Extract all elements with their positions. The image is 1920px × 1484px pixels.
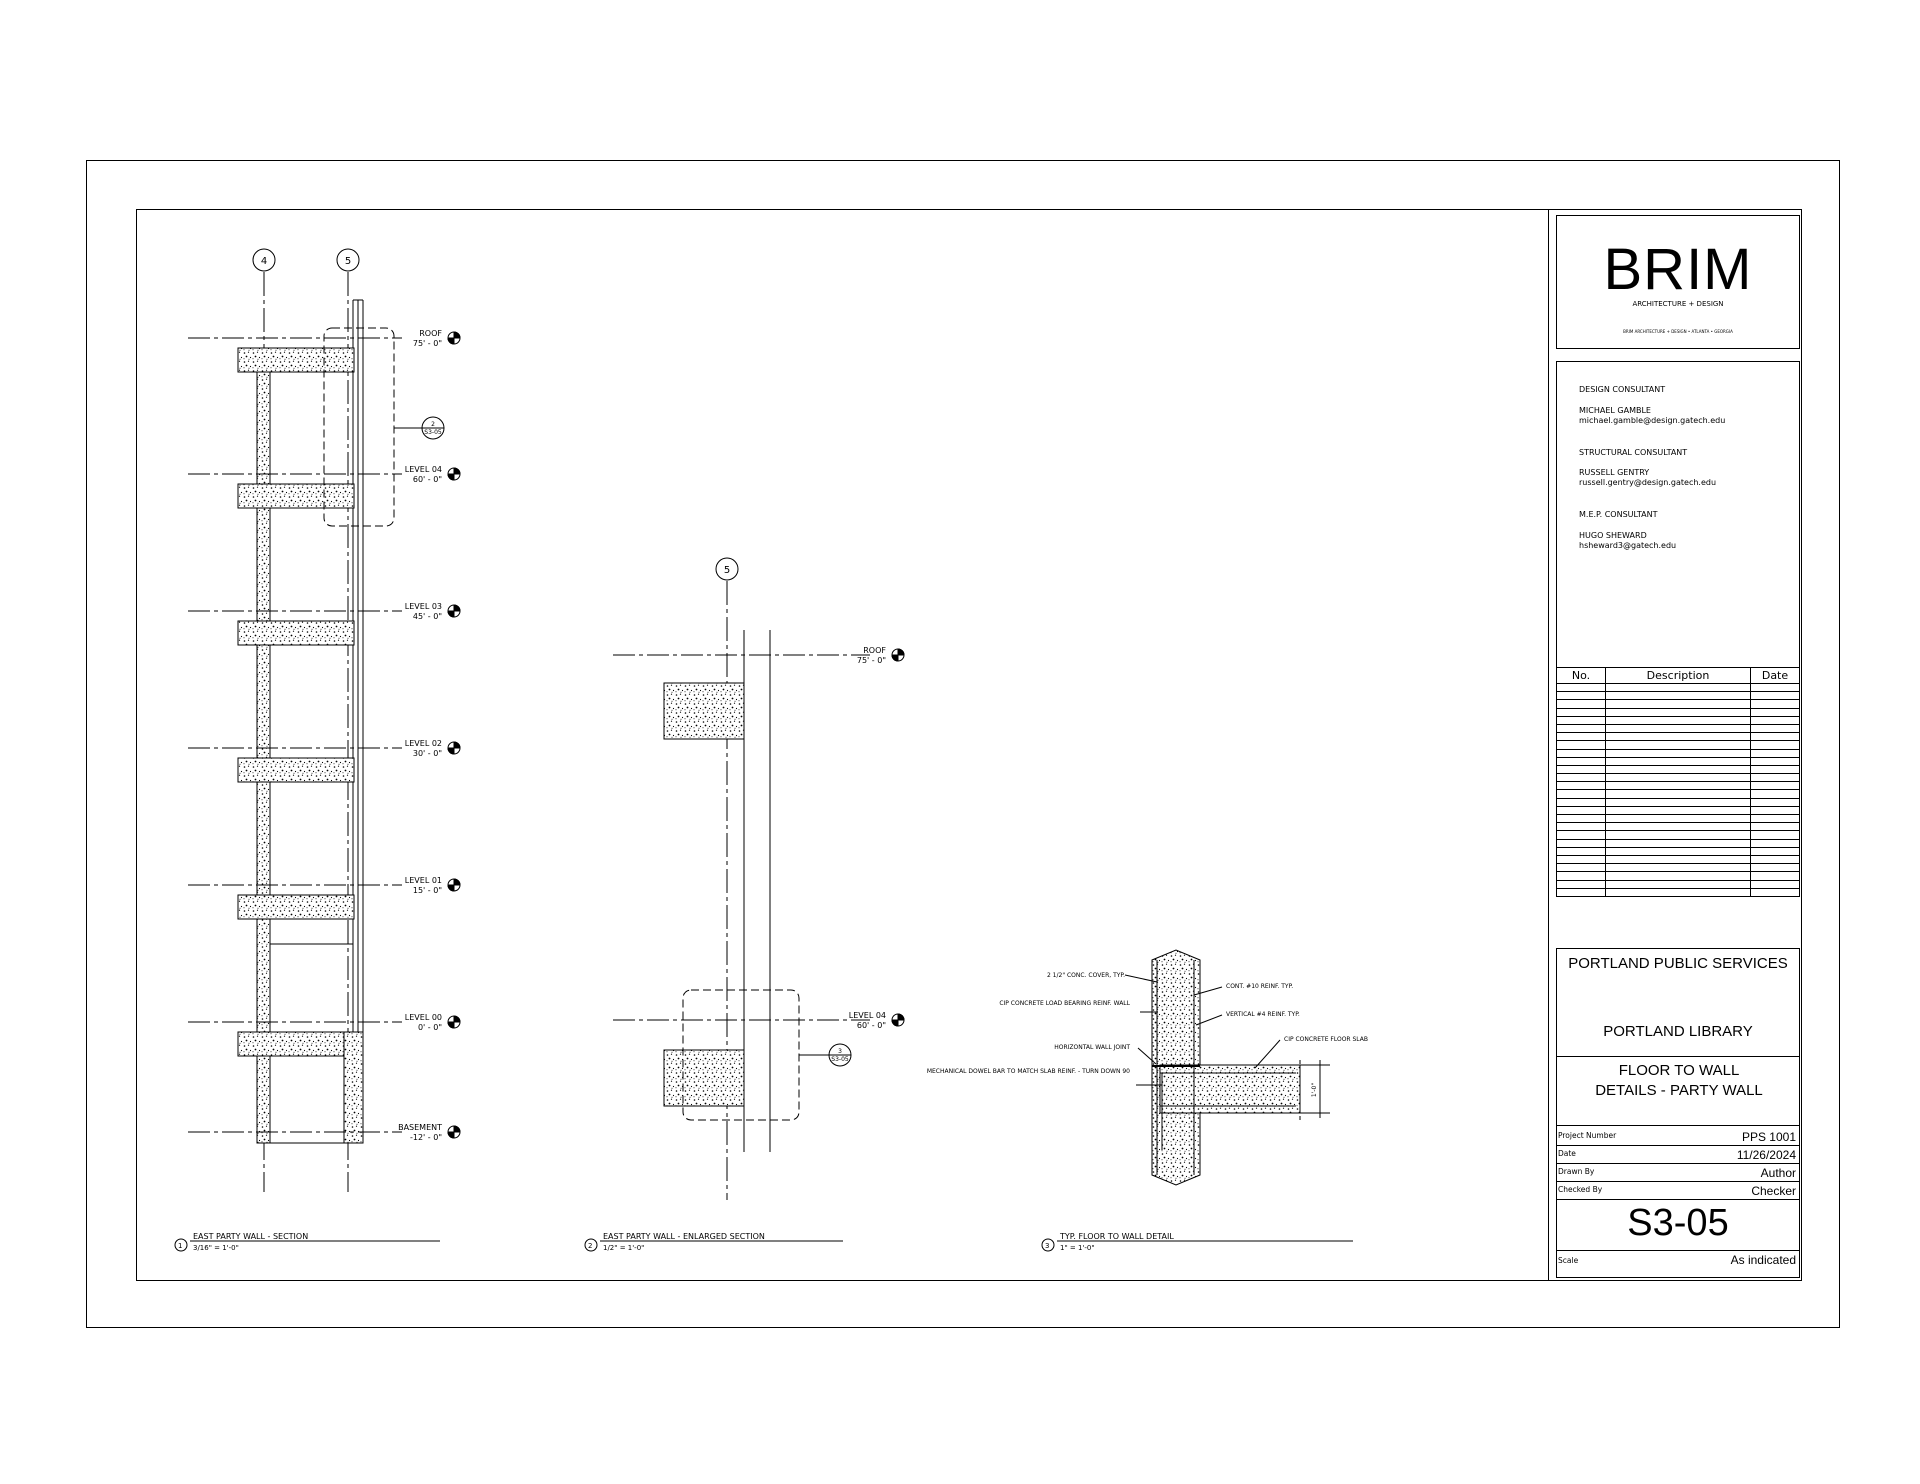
detail-dimension: 1'-0" — [1311, 1082, 1318, 1098]
level-name: ROOF — [863, 646, 886, 655]
level-name: LEVEL 04 — [404, 465, 442, 474]
field-label: Project Number — [1558, 1131, 1617, 1140]
revision-cell — [1557, 757, 1606, 765]
level-elev: 30' - 0" — [412, 749, 442, 758]
consultant-email: russell.gentry@design.gatech.edu — [1579, 478, 1717, 487]
scale-value: As indicated — [1730, 1253, 1796, 1267]
revision-row — [1557, 880, 1800, 888]
revision-cell — [1751, 733, 1800, 741]
level-02-slab — [238, 758, 354, 782]
revision-row — [1557, 684, 1800, 692]
firm-logo-box — [1556, 215, 1800, 349]
revision-cell — [1606, 724, 1751, 732]
revision-cell — [1557, 716, 1606, 724]
revision-cell — [1557, 880, 1606, 888]
callout-sheet: S3-05 — [831, 1056, 849, 1063]
revision-cell — [1606, 774, 1751, 782]
info-row-project-number — [1556, 1128, 1800, 1146]
firm-tagline: ARCHITECTURE + DESIGN — [1632, 300, 1724, 308]
revision-cell — [1751, 749, 1800, 757]
revision-cell — [1751, 757, 1800, 765]
revision-cell — [1606, 765, 1751, 773]
revision-cell — [1751, 864, 1800, 872]
revision-row — [1557, 765, 1800, 773]
revision-cell — [1751, 888, 1800, 896]
revision-cell — [1751, 831, 1800, 839]
level-elev: -12' - 0" — [409, 1133, 442, 1142]
detail-note: CONT. #10 REINF. TYP. — [1226, 983, 1294, 990]
grid-label-5-enlarged: 5 — [723, 565, 731, 576]
level-name: BASEMENT — [398, 1123, 442, 1132]
consultant-name: RUSSELL GENTRY — [1579, 468, 1650, 477]
revision-row — [1557, 847, 1800, 855]
revision-cell — [1606, 847, 1751, 855]
revision-cell — [1751, 790, 1800, 798]
consultants-box — [1556, 361, 1800, 667]
field-label: Checked By — [1558, 1185, 1603, 1194]
revision-cell — [1751, 798, 1800, 806]
revision-cell — [1606, 684, 1751, 692]
rev-header-no: No. — [1557, 668, 1606, 684]
level-01-slab — [238, 895, 354, 919]
revision-cell — [1751, 700, 1800, 708]
revision-row — [1557, 716, 1800, 724]
revision-cell — [1606, 864, 1751, 872]
level-elev: 60' - 0" — [412, 475, 442, 484]
revision-cell — [1557, 790, 1606, 798]
callout-sheet: S3-05 — [424, 429, 442, 436]
revision-row — [1557, 700, 1800, 708]
view-1-title: EAST PARTY WALL - SECTION — [193, 1232, 309, 1241]
revision-cell — [1751, 847, 1800, 855]
revision-cell — [1557, 774, 1606, 782]
view-2-title: EAST PARTY WALL - ENLARGED SECTION — [603, 1232, 765, 1241]
revision-cell — [1751, 684, 1800, 692]
revision-cell — [1557, 733, 1606, 741]
revision-cell — [1606, 757, 1751, 765]
level-heads-view-1 — [448, 332, 460, 1138]
client-name: PORTLAND PUBLIC SERVICES — [1568, 955, 1788, 972]
revision-row — [1557, 839, 1800, 847]
revision-cell — [1606, 749, 1751, 757]
level-elev: 0' - 0" — [417, 1023, 442, 1032]
revision-cell — [1751, 692, 1800, 700]
revision-row — [1557, 741, 1800, 749]
revision-cell — [1606, 782, 1751, 790]
revision-cell — [1606, 888, 1751, 896]
field-label: Date — [1558, 1149, 1576, 1158]
field-value: Checker — [1751, 1184, 1796, 1198]
grid-label-4: 4 — [260, 256, 268, 267]
revision-cell — [1606, 716, 1751, 724]
party-wall — [257, 348, 270, 1143]
level-name: LEVEL 04 — [848, 1011, 886, 1020]
revision-cell — [1606, 815, 1751, 823]
view-1-number: 1 — [178, 1242, 183, 1250]
revision-cell — [1606, 823, 1751, 831]
revision-row — [1557, 782, 1800, 790]
revision-row — [1557, 831, 1800, 839]
revision-cell — [1557, 806, 1606, 814]
revision-cell — [1751, 823, 1800, 831]
sheet-title: FLOOR TO WALL DETAILS - PARTY WALL — [1595, 1062, 1763, 1099]
revision-cell — [1751, 765, 1800, 773]
revision-cell — [1557, 765, 1606, 773]
revision-cell — [1557, 855, 1606, 863]
revision-row — [1557, 708, 1800, 716]
revision-cell — [1557, 708, 1606, 716]
level-elev: 45' - 0" — [412, 612, 442, 621]
revision-cell — [1557, 782, 1606, 790]
revision-cell — [1606, 855, 1751, 863]
consultant-role: STRUCTURAL CONSULTANT — [1579, 448, 1688, 457]
consultant-role: DESIGN CONSULTANT — [1579, 385, 1666, 394]
revision-cell — [1557, 724, 1606, 732]
revision-cell — [1751, 708, 1800, 716]
revision-row — [1557, 774, 1800, 782]
revision-cell — [1606, 806, 1751, 814]
revision-cell — [1751, 815, 1800, 823]
revision-row — [1557, 888, 1800, 896]
revision-table — [1556, 667, 1800, 897]
level-03-slab — [238, 621, 354, 645]
field-value: Author — [1760, 1166, 1796, 1180]
level-elev: 15' - 0" — [412, 886, 442, 895]
revision-cell — [1751, 806, 1800, 814]
callout-number: 3 — [838, 1048, 842, 1055]
revision-row — [1557, 790, 1800, 798]
revision-row — [1557, 806, 1800, 814]
revision-cell — [1557, 700, 1606, 708]
consultant-role: M.E.P. CONSULTANT — [1579, 510, 1658, 519]
project-name: PORTLAND LIBRARY — [1603, 1023, 1753, 1040]
revision-cell — [1751, 855, 1800, 863]
revision-cell — [1557, 741, 1606, 749]
detail-note: VERTICAL #4 REINF. TYP. — [1226, 1011, 1300, 1018]
revision-row — [1557, 733, 1800, 741]
view-1-section — [188, 249, 444, 1192]
level-name: LEVEL 03 — [404, 602, 442, 611]
revision-cell — [1557, 823, 1606, 831]
revision-cell — [1606, 880, 1751, 888]
scale-label: Scale — [1558, 1256, 1579, 1265]
revision-row — [1557, 864, 1800, 872]
revision-row — [1557, 749, 1800, 757]
grid-label-5: 5 — [344, 256, 352, 267]
view-3-scale: 1" = 1'-0" — [1060, 1244, 1095, 1252]
consultant-name: HUGO SHEWARD — [1579, 531, 1647, 540]
revision-cell — [1557, 847, 1606, 855]
revision-cell — [1557, 864, 1606, 872]
field-label: Drawn By — [1558, 1167, 1595, 1176]
revision-cell — [1606, 798, 1751, 806]
revision-cell — [1751, 782, 1800, 790]
revision-cell — [1557, 888, 1606, 896]
level-name: LEVEL 00 — [404, 1013, 442, 1022]
detail-note: HORIZONTAL WALL JOINT — [1054, 1044, 1130, 1051]
revision-cell — [1606, 839, 1751, 847]
revision-cell — [1606, 831, 1751, 839]
roof-slab-enlarged — [664, 683, 744, 739]
firm-name: BRIM — [1603, 237, 1753, 302]
revision-row — [1557, 815, 1800, 823]
revision-row — [1557, 872, 1800, 880]
revision-cell — [1751, 872, 1800, 880]
view-2-number: 2 — [588, 1242, 593, 1250]
consultant-email: michael.gamble@design.gatech.edu — [1579, 416, 1726, 425]
field-value: 11/26/2024 — [1736, 1148, 1796, 1162]
info-row-drawn-by — [1556, 1164, 1800, 1182]
revision-cell — [1606, 872, 1751, 880]
revision-row — [1557, 757, 1800, 765]
revision-cell — [1557, 872, 1606, 880]
revision-cell — [1557, 798, 1606, 806]
revision-cell — [1557, 831, 1606, 839]
detail-note: CIP CONCRETE FLOOR SLAB — [1284, 1036, 1369, 1043]
detail-note: 2 1/2" CONC. COVER, TYP. — [1046, 972, 1125, 979]
detail-note: CIP CONCRETE LOAD BEARING REINF. WALL — [999, 1000, 1130, 1007]
consultant-email: hsheward3@gatech.edu — [1579, 541, 1677, 550]
info-row-date — [1556, 1146, 1800, 1164]
level-elev: 60' - 0" — [856, 1021, 886, 1030]
roof-slab — [238, 348, 354, 372]
revision-row — [1557, 798, 1800, 806]
field-value: PPS 1001 — [1741, 1130, 1796, 1144]
revision-cell — [1557, 692, 1606, 700]
revision-cell — [1557, 684, 1606, 692]
revision-row — [1557, 724, 1800, 732]
level-elev: 75' - 0" — [412, 339, 442, 348]
revision-cell — [1751, 839, 1800, 847]
revision-cell — [1606, 741, 1751, 749]
revision-cell — [1606, 700, 1751, 708]
level-elev: 75' - 0" — [856, 656, 886, 665]
revision-cell — [1751, 741, 1800, 749]
revision-cell — [1751, 724, 1800, 732]
detail-note: MECHANICAL DOWEL BAR TO MATCH SLAB REINF. - TURN DOWN 90 — [926, 1068, 1130, 1075]
view-2-enlarged-section — [613, 558, 870, 1200]
revision-cell — [1557, 839, 1606, 847]
revision-cell — [1606, 790, 1751, 798]
revision-cell — [1606, 692, 1751, 700]
callout-number: 2 — [431, 421, 435, 428]
revision-cell — [1751, 716, 1800, 724]
view-2-scale: 1/2" = 1'-0" — [603, 1244, 645, 1252]
level-00-slab — [238, 1032, 354, 1056]
firm-address: BRIM ARCHITECTURE + DESIGN • ATLANTA • GEORGIA — [1623, 329, 1733, 334]
level-04-slab — [238, 484, 354, 508]
consultant-name: MICHAEL GAMBLE — [1579, 406, 1651, 415]
view-3-number: 3 — [1045, 1242, 1050, 1250]
rev-header-description: Description — [1606, 668, 1751, 684]
revision-row — [1557, 692, 1800, 700]
rev-header-date: Date — [1751, 668, 1800, 684]
level-name: LEVEL 01 — [404, 876, 442, 885]
level-04-slab-enlarged — [664, 1050, 744, 1106]
revision-cell — [1557, 815, 1606, 823]
revision-cell — [1751, 774, 1800, 782]
level-name: ROOF — [419, 329, 442, 338]
view-3-title: TYP. FLOOR TO WALL DETAIL — [1060, 1232, 1174, 1241]
sheet-number: S3-05 — [1627, 1202, 1729, 1244]
revision-row — [1557, 855, 1800, 863]
view-1-scale: 3/16" = 1'-0" — [193, 1244, 239, 1252]
revision-row — [1557, 823, 1800, 831]
info-row-checked-by — [1556, 1182, 1800, 1200]
revision-cell — [1606, 708, 1751, 716]
revision-cell — [1751, 880, 1800, 888]
revision-cell — [1557, 749, 1606, 757]
revision-cell — [1606, 733, 1751, 741]
level-name: LEVEL 02 — [404, 739, 442, 748]
